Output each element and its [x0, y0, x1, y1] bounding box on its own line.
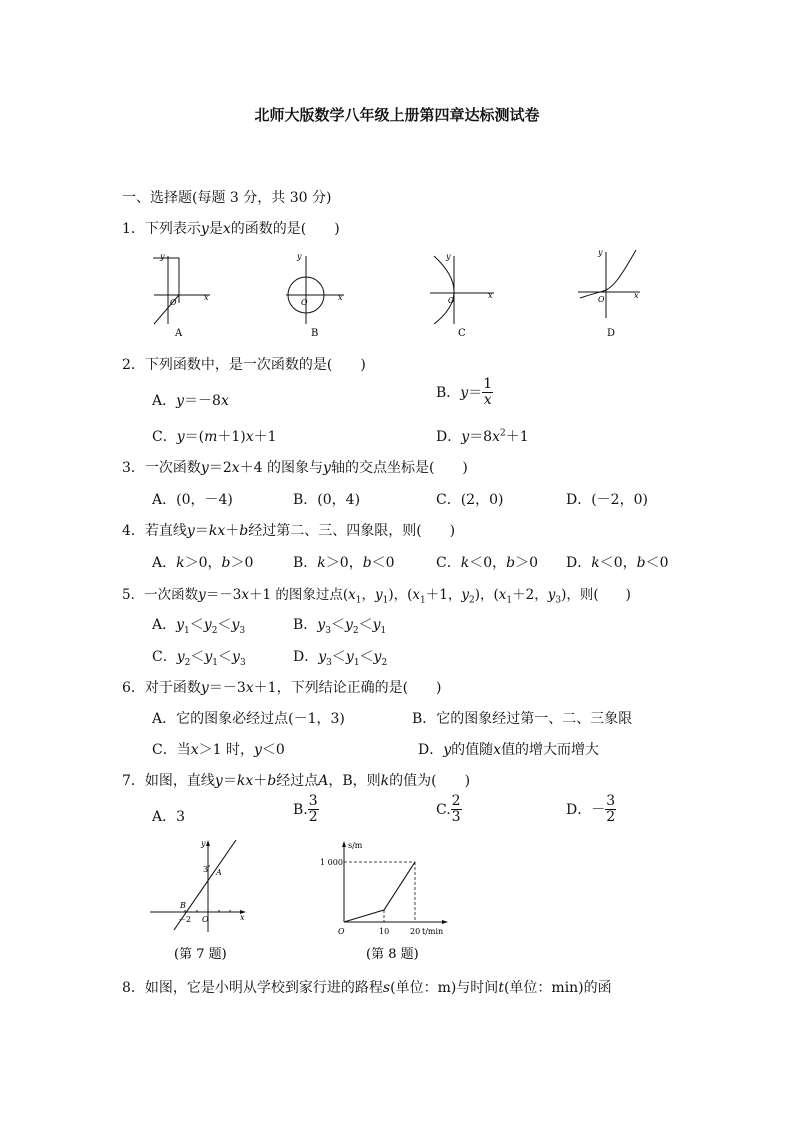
graph-c-caption: C	[458, 328, 466, 339]
q3-option-c[interactable]: C．(2，0)	[436, 492, 504, 508]
q7-option-b[interactable]: B. $\frac{3}{2}$	[293, 793, 318, 826]
q6-option-c[interactable]: C．当x＞1 时，y＜0	[152, 742, 285, 758]
q7-option-d[interactable]: D．－ $\frac{3}{2}$	[566, 793, 616, 826]
question-6: 6．对于函数y＝－3x＋1，下列结论正确的是( )	[122, 680, 442, 696]
graph-d	[576, 248, 646, 338]
graph-d-x-label: x	[634, 291, 639, 300]
graph-a-caption: A	[175, 328, 183, 339]
graph-a-y-label: y	[160, 252, 165, 261]
fig7-label-3: 3	[203, 865, 209, 874]
q5-option-d[interactable]: D．$y_3<y_1<y_2$	[293, 649, 388, 668]
graph-a-origin: O	[170, 298, 177, 307]
q7-option-a[interactable]: A．3	[152, 809, 186, 825]
graph-b-caption: B	[311, 328, 319, 339]
q5-option-c[interactable]: C．$y_2<y_1<y_3$	[152, 649, 246, 668]
graph-d-caption: D	[607, 328, 616, 339]
figure-7	[148, 838, 258, 966]
q4-option-c[interactable]: C．k＜0，b＞0	[436, 555, 539, 571]
graph-b-y-label: y	[297, 252, 302, 261]
fig7-origin: O	[202, 915, 209, 924]
question-1: 1．下列表示y是x的函数的是( )	[122, 221, 340, 237]
graph-c-origin: O	[448, 296, 455, 305]
q2-option-d[interactable]: D．$y=8x^2+1$	[436, 428, 529, 445]
graph-a	[148, 248, 218, 338]
q6-option-d[interactable]: D．y的值随x值的增大而增大	[418, 742, 600, 758]
q6-option-a[interactable]: A．它的图象必经过点(－1，3)	[152, 711, 345, 727]
fig8-x-label: t/min	[422, 927, 444, 936]
figure-8	[318, 838, 468, 966]
q5-option-b[interactable]: B．$y_3<y_2<y_1$	[293, 617, 387, 636]
graph-c-y-label: y	[446, 252, 451, 261]
graph-d-origin: O	[598, 295, 605, 304]
question-7: 7．如图，直线y＝kx＋b经过点A，B，则k的值为( )	[122, 773, 471, 789]
q2-option-c[interactable]: C．y＝(m＋1)x＋1	[152, 429, 277, 445]
graph-b-origin: O	[301, 298, 308, 307]
question-3: 3．一次函数y＝2x＋4 的图象与y轴的交点坐标是( )	[122, 460, 468, 476]
graph-c	[428, 248, 498, 338]
q3-option-d[interactable]: D．(－2，0)	[566, 492, 648, 508]
q6-option-b[interactable]: B．它的图象经过第一、二、三象限	[412, 711, 633, 727]
fig8-origin: O	[338, 927, 345, 936]
fig8-y-label: s/m	[348, 841, 363, 850]
fig7-point-b: B	[180, 901, 186, 910]
graph-b	[282, 248, 352, 338]
fig8-tick-1000: 1 000	[320, 858, 343, 867]
fig7-label-neg2: －2	[178, 915, 192, 924]
fig7-x-label: x	[240, 913, 245, 922]
question-5: 5．一次函数y＝－3x＋1 的图象过点($x_1$，$y_1$)，($x_1+1$，$y_2$)，($x_1+2$，$y_3$)，则( )	[122, 587, 631, 606]
fig8-tick-10: 10	[379, 927, 390, 936]
graph-a-x-label: x	[204, 293, 209, 302]
q2-option-b[interactable]: B．y＝ $\frac{1}{x}$	[436, 376, 493, 409]
fig7-point-a: A	[216, 868, 222, 877]
q7-option-c[interactable]: C. $\frac{2}{3}$	[436, 793, 461, 826]
q4-option-a[interactable]: A．k＞0，b＞0	[152, 555, 254, 571]
page-title: 北师大版数学八年级上册第四章达标测试卷	[254, 106, 540, 124]
q3-option-b[interactable]: B．(0，4)	[293, 492, 361, 508]
q4-option-b[interactable]: B．k＞0，b＜0	[293, 555, 395, 571]
fig7-y-label: y	[201, 839, 206, 848]
q3-option-a[interactable]: A．(0，－4)	[152, 492, 233, 508]
section-heading: 一、选择题(每题 3 分，共 30 分)	[122, 190, 332, 206]
q4-option-d[interactable]: D．k＜0，b＜0	[566, 555, 669, 571]
fig7-caption: (第 7 题)	[174, 947, 227, 962]
graph-b-x-label: x	[338, 293, 343, 302]
q2-option-a[interactable]: A．y＝－8x	[152, 393, 229, 409]
graph-d-y-label: y	[598, 248, 603, 257]
question-4: 4．若直线y＝kx＋b经过第二、三、四象限，则( )	[122, 523, 456, 539]
question-8: 8．如图，它是小明从学校到家行进的路程s(单位：m)与时间t(单位：min)的函	[122, 980, 612, 996]
question-2: 2．下列函数中，是一次函数的是( )	[122, 357, 366, 373]
graph-c-x-label: x	[488, 291, 493, 300]
fig8-caption: (第 8 题)	[366, 947, 419, 962]
fig8-tick-20: 20	[410, 927, 421, 936]
q5-option-a[interactable]: A．$y_1<y_2<y_3$	[152, 617, 246, 636]
